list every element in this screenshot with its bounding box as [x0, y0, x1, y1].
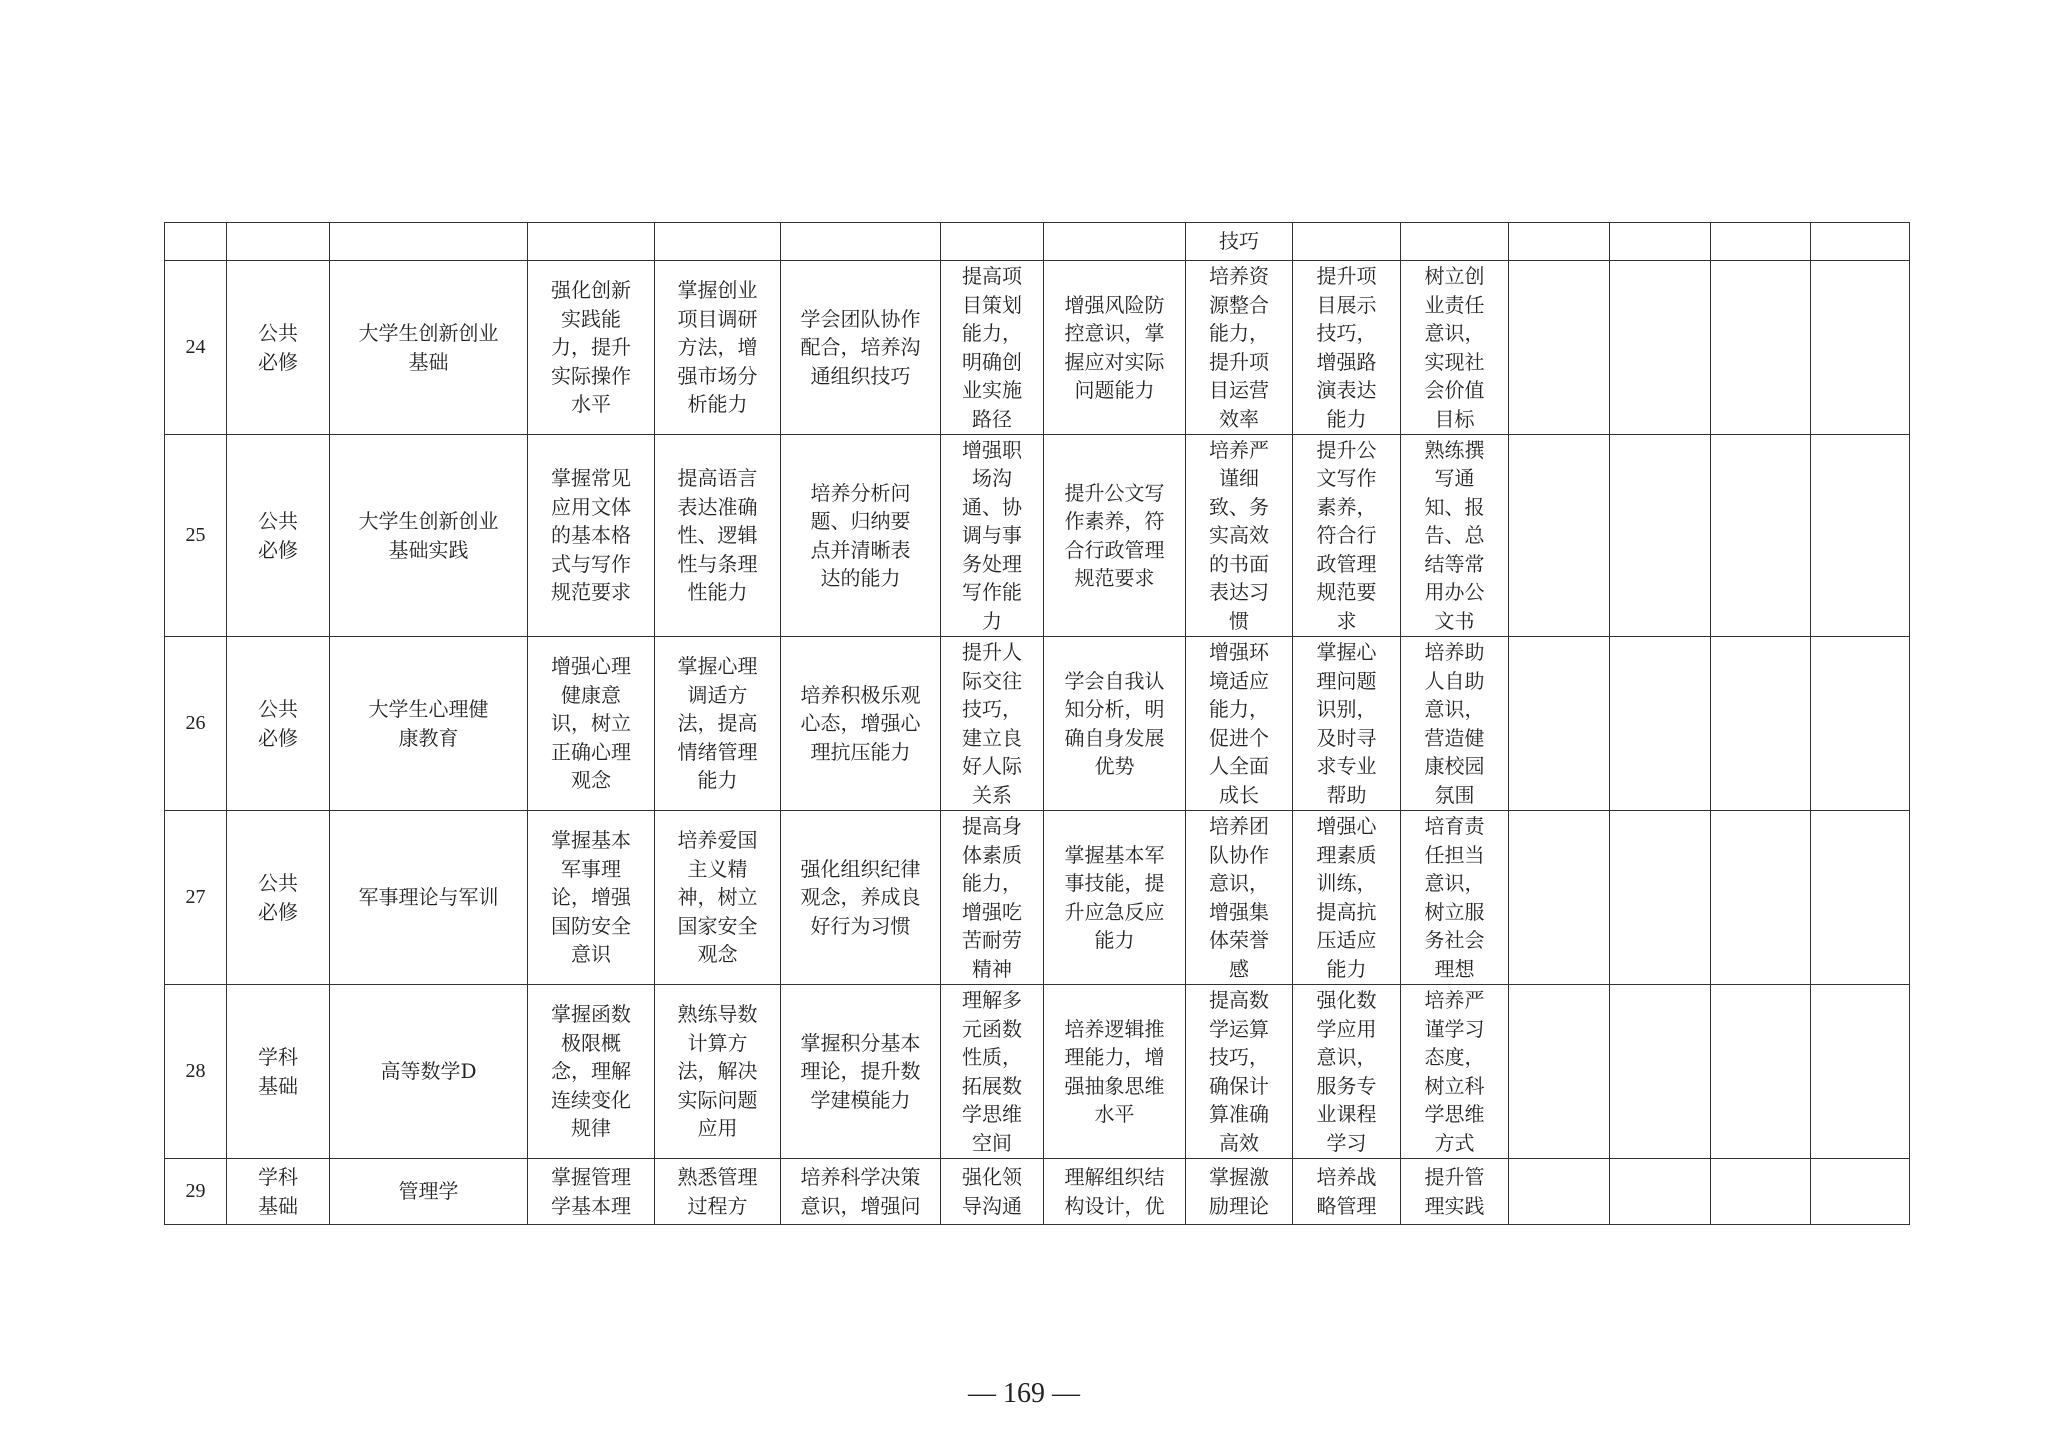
table-cell [1509, 261, 1610, 435]
objective-cell: 提高数学运算技巧，确保计算准确高效 [1186, 985, 1293, 1159]
table-cell [1811, 637, 1910, 811]
table-cell [655, 223, 781, 261]
table-cell [1711, 435, 1811, 637]
table-cell [1811, 435, 1910, 637]
course-category: 公共必修 [227, 637, 330, 811]
objective-cell: 增强风险防控意识，掌握应对实际问题能力 [1044, 261, 1186, 435]
objective-cell: 增强环境适应能力，促进个人全面成长 [1186, 637, 1293, 811]
row-number: 26 [165, 637, 227, 811]
course-category: 公共必修 [227, 811, 330, 985]
table-cell [1610, 1159, 1711, 1225]
objective-cell: 强化数学应用意识，服务专业课程学习 [1293, 985, 1401, 1159]
objective-cell: 强化组织纪律观念，养成良好行为习惯 [781, 811, 941, 985]
objective-cell: 树立创业责任意识，实现社会价值目标 [1401, 261, 1509, 435]
row-number: 28 [165, 985, 227, 1159]
objective-cell: 增强心理素质训练，提高抗压适应能力 [1293, 811, 1401, 985]
course-name: 管理学 [330, 1159, 528, 1225]
table-cell [528, 223, 655, 261]
objective-cell: 提升公文写作素养，符合行政管理规范要求 [1293, 435, 1401, 637]
table-cell [1509, 223, 1610, 261]
objective-cell: 培养团队协作意识，增强集体荣誉感 [1186, 811, 1293, 985]
table-row-continuation [165, 223, 1910, 261]
objective-cell: 提升管理实践 [1401, 1159, 1509, 1225]
page-number: — 169 — [968, 1378, 1080, 1409]
objective-cell: 培养严谨学习态度，树立科学思维方式 [1401, 985, 1509, 1159]
table-cell [1401, 223, 1509, 261]
objective-cell: 熟练撰写通知、报告、总结等常用办公文书 [1401, 435, 1509, 637]
table-row-29 [165, 1159, 1910, 1225]
course-name: 军事理论与军训 [330, 811, 528, 985]
objective-cell: 培育责任担当意识，树立服务社会理想 [1401, 811, 1509, 985]
objective-cell: 提高项目策划能力，明确创业实施路径 [941, 261, 1044, 435]
objective-cell: 提升项目展示技巧，增强路演表达能力 [1293, 261, 1401, 435]
objective-cell: 掌握心理调适方法，提高情绪管理能力 [655, 637, 781, 811]
objective-cell: 培养逻辑推理能力，增强抽象思维水平 [1044, 985, 1186, 1159]
table-row-27 [165, 811, 1910, 985]
objective-cell: 提升人际交往技巧，建立良好人际关系 [941, 637, 1044, 811]
table-cell [1509, 811, 1610, 985]
objective-cell: 学会团队协作配合，培养沟通组织技巧 [781, 261, 941, 435]
table-cell [1811, 1159, 1910, 1225]
table-cell [1610, 435, 1711, 637]
objective-cell: 掌握常见应用文体的基本格式与写作规范要求 [528, 435, 655, 637]
table-row-26 [165, 637, 1910, 811]
table-cell [227, 223, 330, 261]
objective-cell: 熟练导数计算方法，解决实际问题应用 [655, 985, 781, 1159]
cell-text: 技巧 [1219, 229, 1259, 254]
table-cell [1610, 223, 1711, 261]
course-category: 公共必修 [227, 435, 330, 637]
table-cell [1610, 985, 1711, 1159]
objective-cell: 熟悉管理过程方 [655, 1159, 781, 1225]
table-cell [1186, 223, 1293, 261]
table-cell [781, 223, 941, 261]
table-cell [165, 223, 227, 261]
row-number: 27 [165, 811, 227, 985]
objective-cell: 提升公文写作素养，符合行政管理规范要求 [1044, 435, 1186, 637]
table-cell [1811, 985, 1910, 1159]
objective-cell: 培养分析问题、归纳要点并清晰表达的能力 [781, 435, 941, 637]
objective-cell: 掌握积分基本理论，提升数学建模能力 [781, 985, 941, 1159]
course-category: 学科基础 [227, 1159, 330, 1225]
objective-cell: 培养科学决策意识，增强问 [781, 1159, 941, 1225]
objective-cell: 提高身体素质能力，增强吃苦耐劳精神 [941, 811, 1044, 985]
table-cell [1711, 637, 1811, 811]
objective-cell: 理解多元函数性质，拓展数学思维空间 [941, 985, 1044, 1159]
row-number: 24 [165, 261, 227, 435]
table-cell [1610, 811, 1711, 985]
objective-cell: 理解组织结构设计，优 [1044, 1159, 1186, 1225]
objective-cell: 提高语言表达准确性、逻辑性与条理性能力 [655, 435, 781, 637]
table-cell [1811, 261, 1910, 435]
objective-cell: 培养助人自助意识，营造健康校园氛围 [1401, 637, 1509, 811]
table-row-28 [165, 985, 1910, 1159]
objective-cell: 培养战略管理 [1293, 1159, 1401, 1225]
table-cell [1509, 1159, 1610, 1225]
table-cell [1711, 223, 1811, 261]
table-cell [1811, 223, 1910, 261]
objective-cell: 学会自我认知分析，明确自身发展优势 [1044, 637, 1186, 811]
table-cell [330, 223, 528, 261]
table-cell [1811, 811, 1910, 985]
objective-cell: 强化创新实践能力，提升实际操作水平 [528, 261, 655, 435]
objective-cell: 增强职场沟通、协调与事务处理写作能力 [941, 435, 1044, 637]
course-category: 学科基础 [227, 985, 330, 1159]
table-cell [1711, 261, 1811, 435]
row-number: 25 [165, 435, 227, 637]
course-name: 大学生创新创业基础 [330, 261, 528, 435]
objective-cell: 掌握基本军事技能，提升应急反应能力 [1044, 811, 1186, 985]
table-cell [1509, 637, 1610, 811]
table-cell [1293, 223, 1401, 261]
objective-cell: 掌握基本军事理论，增强国防安全意识 [528, 811, 655, 985]
row-number: 29 [165, 1159, 227, 1225]
table-row-25 [165, 435, 1910, 637]
course-category: 公共必修 [227, 261, 330, 435]
objective-cell: 培养严谨细致、务实高效的书面表达习惯 [1186, 435, 1293, 637]
table-cell [1711, 811, 1811, 985]
objective-cell: 培养积极乐观心态，增强心理抗压能力 [781, 637, 941, 811]
objective-cell: 增强心理健康意识，树立正确心理观念 [528, 637, 655, 811]
table-row-24 [165, 261, 1910, 435]
objective-cell: 培养爱国主义精神，树立国家安全观念 [655, 811, 781, 985]
objective-cell: 掌握函数极限概念，理解连续变化规律 [528, 985, 655, 1159]
table-cell [1711, 985, 1811, 1159]
table-cell [1711, 1159, 1811, 1225]
objective-cell: 强化领导沟通 [941, 1159, 1044, 1225]
objective-cell: 掌握创业项目调研方法，增强市场分析能力 [655, 261, 781, 435]
table-cell [1509, 435, 1610, 637]
table-cell [1610, 261, 1711, 435]
course-name: 大学生创新创业基础实践 [330, 435, 528, 637]
objective-cell: 掌握管理学基本理 [528, 1159, 655, 1225]
course-objectives-table [164, 222, 1910, 1225]
course-name: 高等数学D [330, 985, 528, 1159]
table-cell [1509, 985, 1610, 1159]
table-cell [1610, 637, 1711, 811]
course-name: 大学生心理健康教育 [330, 637, 528, 811]
table-cell [1044, 223, 1186, 261]
table-cell [941, 223, 1044, 261]
objective-cell: 培养资源整合能力，提升项目运营效率 [1186, 261, 1293, 435]
objective-cell: 掌握心理问题识别，及时寻求专业帮助 [1293, 637, 1401, 811]
objective-cell: 掌握激励理论 [1186, 1159, 1293, 1225]
